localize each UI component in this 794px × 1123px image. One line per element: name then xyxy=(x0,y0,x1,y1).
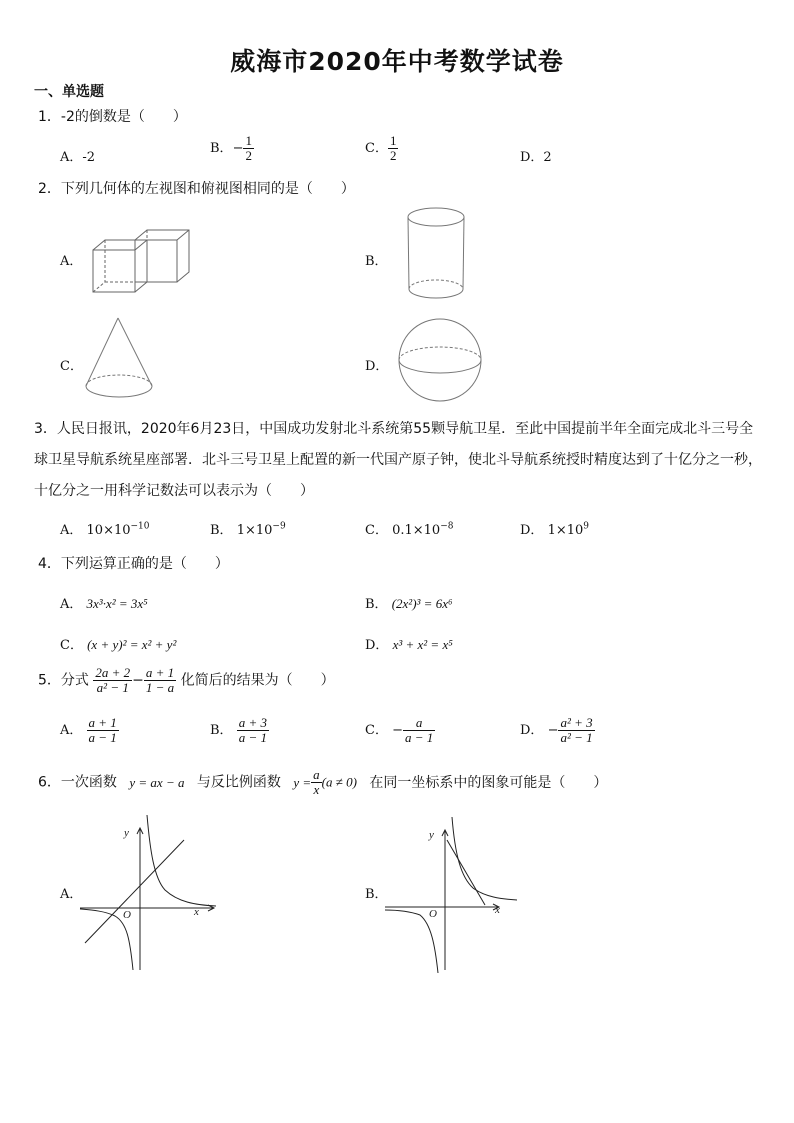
q5-option-a: A． $\frac{a + 1}{a - 1}$ xyxy=(60,715,117,745)
q2-option-a: A． xyxy=(60,254,83,269)
q3-option-c: C． $0.1\times 10^{-8}$ xyxy=(365,521,454,538)
q5-option-d: D． − $\frac{\text{a² + 3}}{\text{a² − 1}}$ xyxy=(520,715,593,745)
q6-a-axis-y-label: y xyxy=(124,827,129,839)
q2-stem: 2．下列几何体的左视图和俯视图相同的是（ ） xyxy=(38,181,355,197)
q4-option-a: A． 3x³·x² = 3x⁵ xyxy=(60,596,148,612)
q6-a-origin-label: O xyxy=(123,909,131,921)
q3-stem: 3．人民日报讯，2020年6月23日，中国成功发射北斗系统第55颗导航卫星．至此中国提前半年全面完成北斗三号全球卫星导航系统星座部署．北斗三号卫星上配置的新一代国产原子钟，使北斗导航系统授时精度达到了十亿分之一秒，十亿分之一用科学记数法可以表示为（ ） xyxy=(34,421,762,499)
q5-fraction-2: $\frac{a + 1}{1 - a}$ xyxy=(145,665,175,695)
q3-option-d: D． $1\times 10^9$ xyxy=(520,521,590,538)
q1-option-c: C． $\frac{1}{2}$ xyxy=(365,133,397,163)
q5-option-c: C． − $\frac{a}{a - 1}$ xyxy=(365,715,434,745)
q1-option-d: D．2 xyxy=(520,150,552,165)
q6-stem: 6．一次函数 y = ax − a 与反比例函数 y = $\frac{a}{x}$ (a ≠ 0) 在同一坐标系中的图象可能是（ ） xyxy=(38,767,608,797)
q3-option-b: B． $1\times 10^{-9}$ xyxy=(210,521,286,538)
q6-b-axis-x-label: x xyxy=(495,904,500,916)
q6-option-a: A． xyxy=(60,887,83,902)
cone-figure xyxy=(83,316,155,402)
q4-stem: 4．下列运算正确的是（ ） xyxy=(38,556,229,572)
q5-fraction-1: $\frac{2a + 2}{\text{a² − 1}}$ xyxy=(95,665,131,695)
cylinder-figure xyxy=(405,205,467,303)
q1-option-a: A．-2 xyxy=(60,150,96,165)
q4-option-d: D． x³ + x² = x⁵ xyxy=(365,637,453,653)
q6-b-axis-y-label: y xyxy=(429,829,434,841)
q4-option-b: B． (2x²)³ = 6x⁶ xyxy=(365,596,453,612)
q6-a-axis-x-label: x xyxy=(194,906,199,918)
q6-graph-a xyxy=(80,810,220,975)
two-cubes-figure xyxy=(88,228,192,298)
q2-option-d: D． xyxy=(365,359,389,374)
q1-option-b: B．− $\frac{1}{2}$ xyxy=(210,133,252,163)
q6-graph-b xyxy=(385,815,525,975)
section-heading: 一、单选题 xyxy=(34,84,104,100)
page-title: 威海市2020年中考数学试卷 xyxy=(230,47,564,76)
q4-option-c: C． (x + y)² = x² + y² xyxy=(60,637,177,653)
q6-b-origin-label: O xyxy=(429,908,437,920)
q6-option-b: B． xyxy=(365,887,388,902)
q1-stem: 1．-2的倒数是（ ） xyxy=(38,109,187,125)
q5-option-b: B． $\frac{a + 3}{a - 1}$ xyxy=(210,715,267,745)
sphere-figure xyxy=(397,317,483,403)
q2-option-c: C． xyxy=(60,359,83,374)
q5-stem: 5．分式 $\frac{2a + 2}{\text{a² − 1}}$ − $\frac{a + 1}{1 - a}$ 化简后的结果为（ ） xyxy=(38,665,335,695)
q3-option-a: A． $10\times 10^{-10}$ xyxy=(60,521,150,538)
q2-option-b: B． xyxy=(365,254,388,269)
